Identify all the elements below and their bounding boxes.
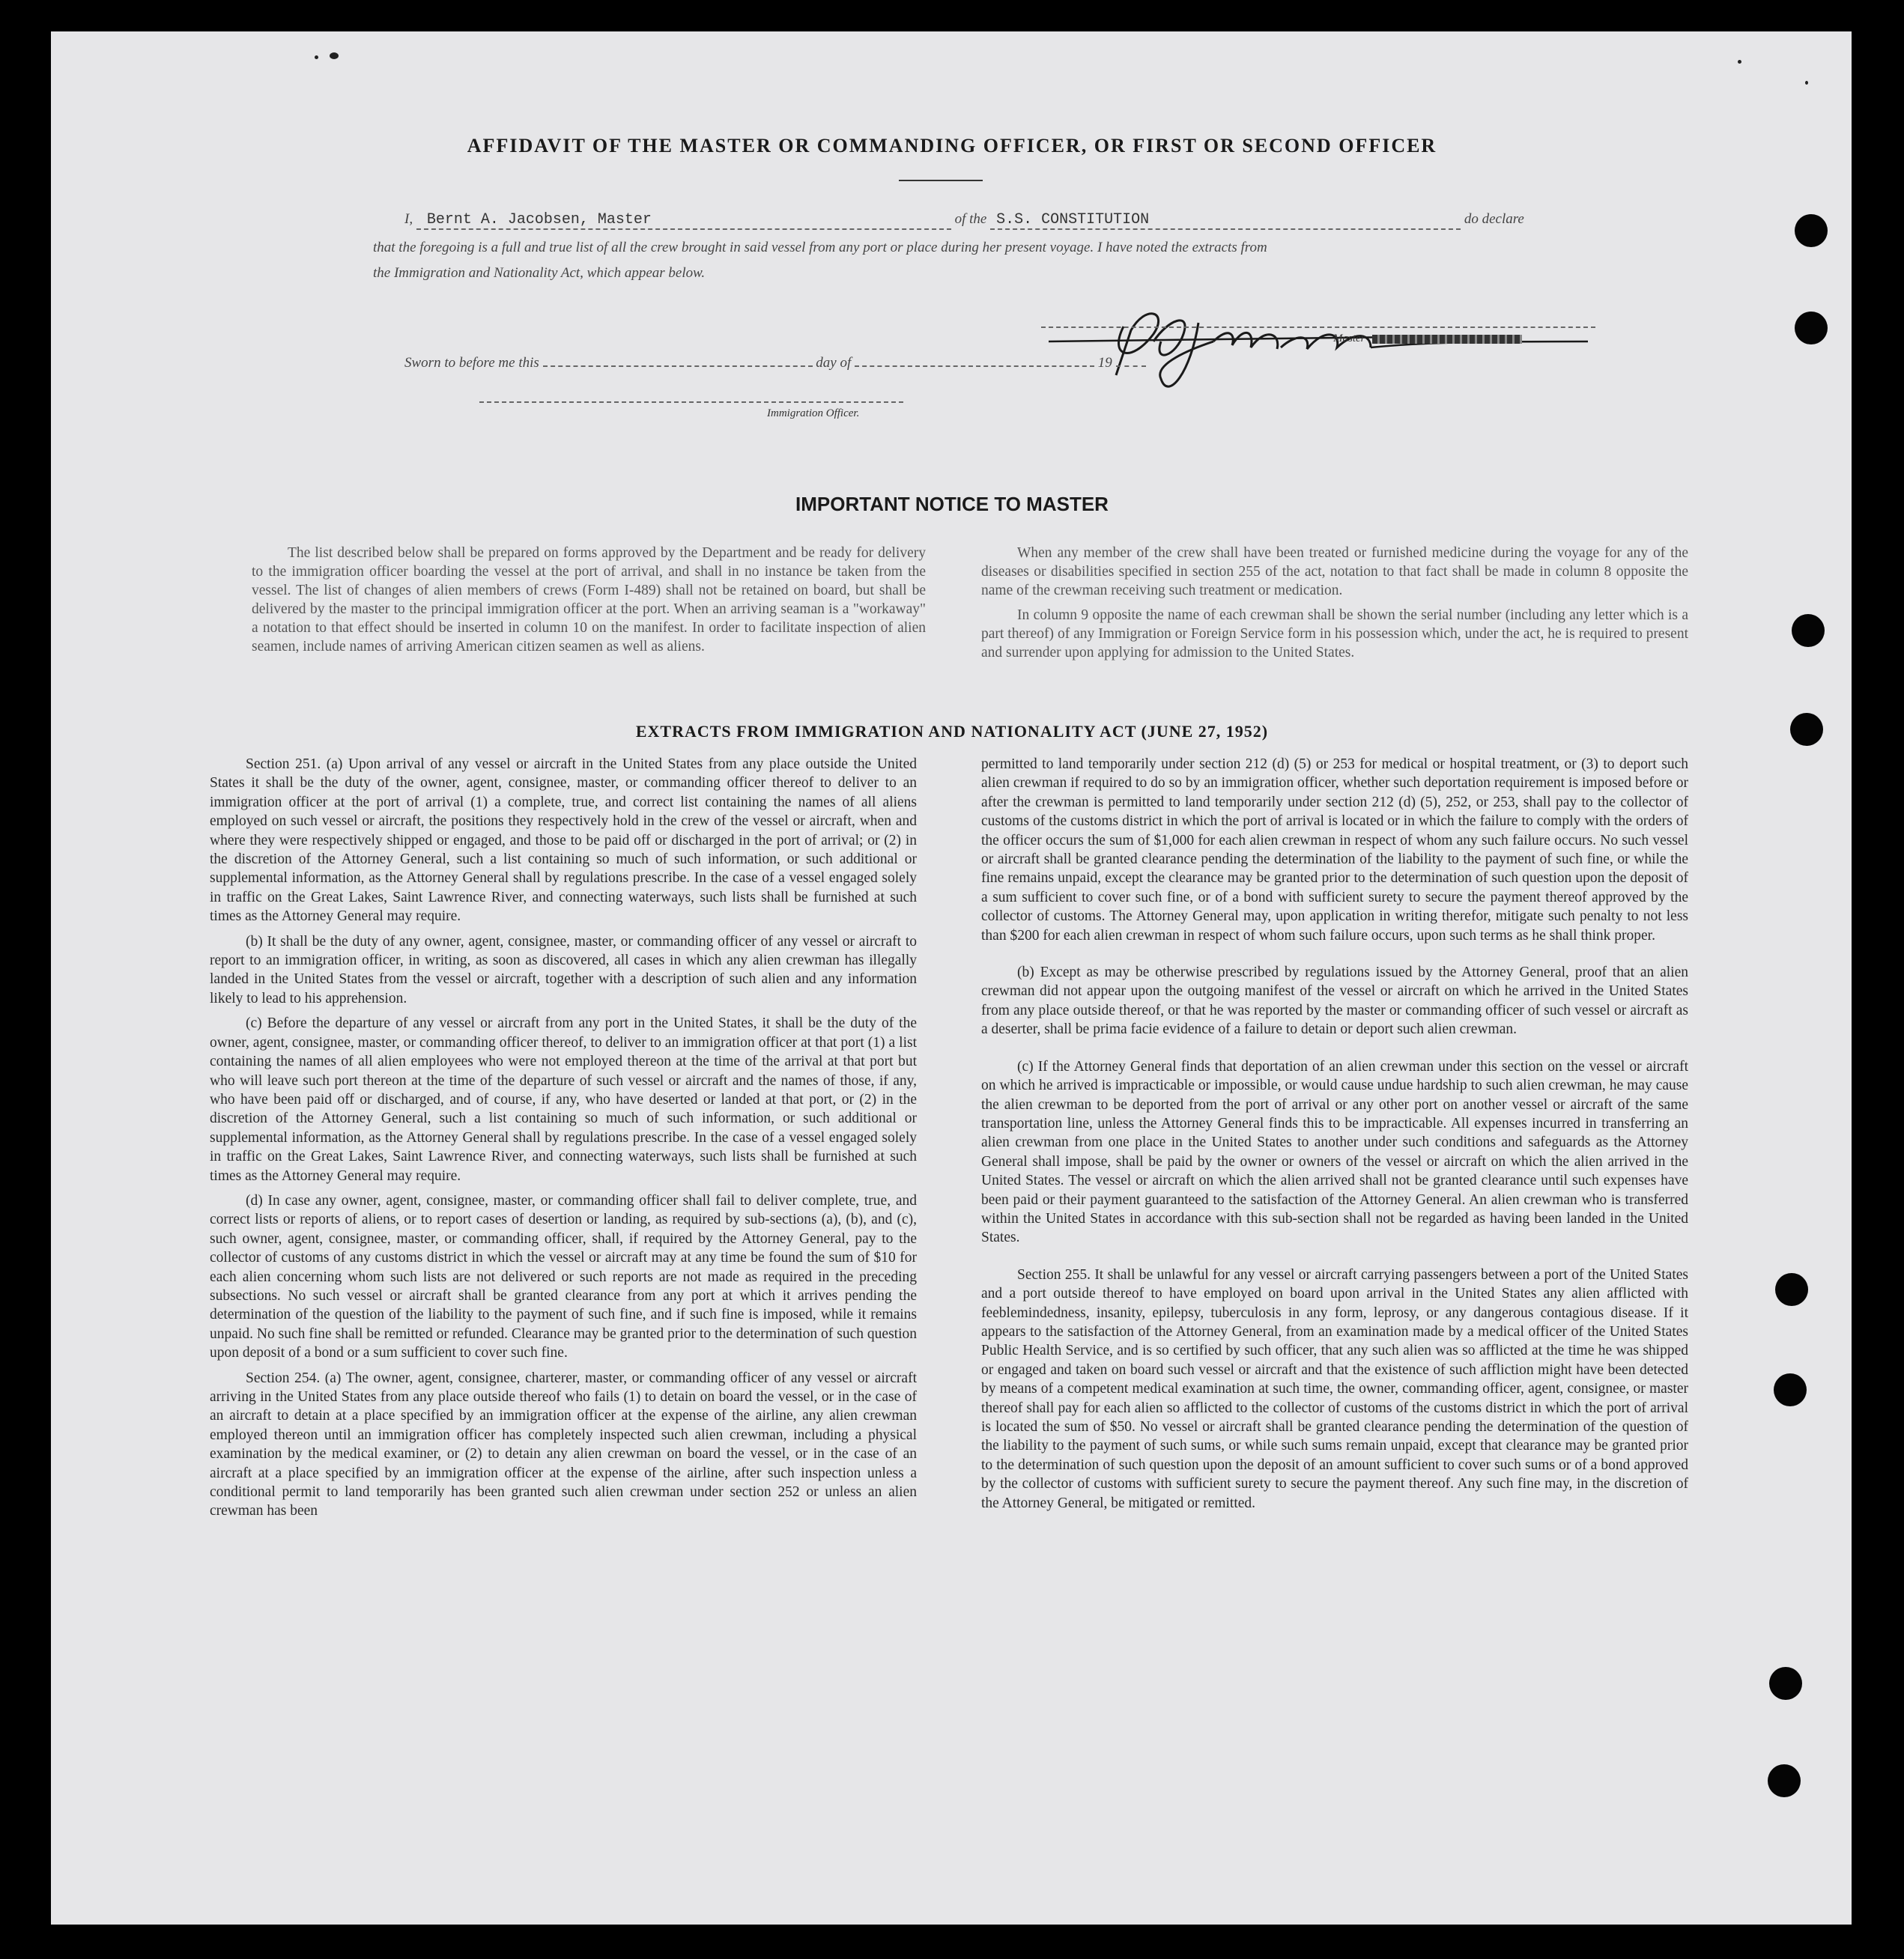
vessel-name: S.S. CONSTITUTION <box>996 211 1150 228</box>
declarant-field <box>416 211 951 230</box>
sworn-year-field <box>1116 365 1146 367</box>
section-254a: Section 254. (a) The owner, agent, consignee, charterer, master, or commanding officer of any vessel or aircraft arriving in the United States from any place outside thereof who fails (1) to detain on board the vessel, or in the case of an aircraft to detain at a place specified by an immigration officer at the expense of the airline, any alien crewman employed thereon until an immigration officer has completely inspected such alien crewman, including a physical examination by the medical examiner, or (2) to detain any alien crewman on board the vessel, or in the case of an aircraft at a place specified by an immigration officer at the expense of the airline, after such inspection unless a conditional permit to land temporarily has been granted such alien crewman under section 252 or unless an alien crewman has been <box>210 1370 917 1519</box>
notice-right-paragraph-1: When any member of the crew shall have been treated or furnished medicine during the voyage for any of the diseases or disabilities specified in section 255 of the act, notation to that fact shall be made in column 8 opposite the name of the crewman receiving such treatment or medication. <box>981 545 1688 598</box>
notice-right-paragraph-2: In column 9 opposite the name of each crewman shall be shown the serial number (including any letter which is a part thereof) of any Immigration or Foreign Service form in his possession which, under the act, he is required to present and surrender upon applying for admission to the United States. <box>981 607 1688 660</box>
punch-hole <box>1792 614 1825 647</box>
punch-hole <box>1795 214 1828 247</box>
declaration-line-2: that the foregoing is a full and true list of all the crew brought in said vessel from any port or place during her present voyage. I have noted the extracts from <box>373 240 1267 255</box>
sworn-line <box>404 355 1146 371</box>
master-label-text: Master <box>1333 332 1365 344</box>
section-255: Section 255. It shall be unlawful for any vessel or aircraft carrying passengers between a port of the United States and a port outside thereof to have employed on board upon arrival in the United States any alien afflicted with feeblemindedness, insanity, epilepsy, tuberculosis in any form, leprosy, or any dangerous contagious disease. If it appears to the satisfaction of the Attorney General, from an examination made by a medical officer of the United States Public Health Service, and is so certified by such officer, that any such alien was so afflicted at the time he was shipped or engaged and taken on board such vessel or aircraft and that the existence of such affliction might have been detected by means of a competent medical examination at such time, the owner, commanding officer, agent, consignee, or master thereof shall pay for each alien so afflicted to the collector of customs of the customs district in which the port of arrival is located the sum of $50. No vessel or aircraft shall be granted clearance pending the determination of the question of the liability to the payment of such sums, or while such sums remain unpaid, except that clearance may be granted prior to the determination of such question upon the deposit of an amount sufficient to cover such sums or of a bond approved by the collector of customs with sufficient surety to secure the payment thereof. Any such fine may, in the discretion of the Attorney General, be mitigated or remitted. <box>981 1266 1688 1511</box>
declaration-line-3: the Immigration and Nationality Act, which appear below. <box>373 265 706 281</box>
section-254c: (c) If the Attorney General finds that deportation of an alien crewman under this section on the vessel or aircraft on which he arrived is impracticable or impossible, or would cause undue hardship to such alien crewman, he may cause the alien crewman to be deported from the port of arrival or any other port on another vessel or aircraft of the same transportation line, unless the Attorney General finds this to be impracticable. All expenses incurred in transferring an alien crewman from one place in the United States to another under such conditions and safeguards as the Attorney General shall impose, shall be paid by the owner or owners of the vessel or aircraft on which the alien arrived in the United States. The vessel or aircraft on which the alien arrived shall not be granted clearance until such expenses have been paid or their payment guaranteed to the satisfaction of the Attorney General. An alien crewman who is transferred within the United States in accordance with this sub-section shall not be regarded as having been landed in the United States. <box>981 1058 1688 1246</box>
section-251d: (d) In case any owner, agent, consignee, master, or commanding officer shall fail to deliver complete, true, and correct lists or reports of aliens, or to report cases of desertion or landing, as required by sub-sections (a), (b), and (c), such owner, agent, consignee, master, or commanding officer, shall, if required by the Attorney General, pay to the collector of customs of any customs district in which the vessel or aircraft may at any time be found the sum of $10 for each alien concerning whom such lists are not delivered or such reports are not made as required in the preceding subsections. No such vessel or aircraft shall be granted clearance from any port at which it arrives pending the determination of the question of the liability to the payment of such fine, and if such fine is imposed, while it remains unpaid. No such fine shall be remitted or refunded. Clearance may be granted prior to the determination of such question upon deposit of a bond or a sum sufficient to cover such fine. <box>210 1192 917 1361</box>
declarant-name: Bernt A. Jacobsen, Master <box>426 211 652 228</box>
of-the-label: of the <box>954 211 987 227</box>
section-254a-cont: permitted to land temporarily under section 212 (d) (5) or 253 for medical or hospital treatment, or (3) to deport such alien crewman if required to do so by an immigration officer, whether such deportation requirement is imposed before or after the crewman is permitted to land temporarily under section 212 (d) (5), 252, or 253, shall pay to the collector of customs of the customs district in which the port of arrival is located or in which the failure to comply with the orders of the officer occurs the sum of $1,000 for each alien crewman in respect of whom any such failure occurs. No such vessel or aircraft shall be granted clearance pending the determination of the liability to the payment of such fine, or while the fine remains unpaid, except the clearance may be granted prior to the determination of such question upon the deposit of a sum sufficient to cover such fine, or of a bond with sufficient surety to secure the payment thereof approved by the collector of customs. The Attorney General may, upon application in writing therefor, mitigate such penalty to not less than $200 for each alien crewman in respect of whom such failure occurs, upon such terms as he shall think proper. <box>981 756 1688 944</box>
master-label <box>1333 332 1522 345</box>
notice-heading: IMPORTANT NOTICE TO MASTER <box>795 493 1109 515</box>
punch-hole <box>1774 1373 1807 1406</box>
speck <box>315 55 318 59</box>
affidavit-title: AFFIDAVIT OF THE MASTER OR COMMANDING OFFICER, OR FIRST OR SECOND OFFICER <box>467 135 1437 157</box>
vessel-field <box>990 211 1461 230</box>
declaration-line-1 <box>404 211 1543 230</box>
section-254b: (b) Except as may be otherwise prescribed by regulations issued by the Attorney General, proof that an alien crewman did not appear upon the outgoing manifest of the vessel or aircraft on which he arrived in the United States from any place outside thereof, or that he was reported by the master or commanding officer of such vessel or aircraft as a deserter, shall be prima facie evidence of a failure to detain or deport such alien crewman. <box>981 965 1688 1038</box>
immigration-officer-label: Immigration Officer. <box>767 407 860 419</box>
struck-out-text <box>1372 335 1522 344</box>
section-251a: Section 251. (a) Upon arrival of any vessel or aircraft in the United States from any place outside the United States it shall be the duty of the owner, agent, consignee, master, or commanding officer thereof to deliver to an immigration officer at the port of arrival (1) a complete, true, and correct list containing the names of all aliens employed on such vessel or aircraft, the positions they respectively hold in the crew of the vessel or aircraft, when and where they were respectively shipped or engaged, and those to be paid off or discharged in the port of arrival; or (2) in the discretion of the Attorney General, such a list containing so much of such information, or such additional or supplemental information, as the Attorney General shall by regulations prescribe. In the case of a vessel engaged solely in traffic on the Great Lakes, Saint Lawrence River, and connecting waterways, such lists shall be furnished at such times as the Attorney General may require. <box>210 756 917 925</box>
extracts-left-column <box>210 755 917 1527</box>
day-of-label: day of <box>816 355 852 371</box>
title-rule <box>899 180 983 181</box>
punch-hole <box>1769 1667 1802 1700</box>
section-251b: (b) It shall be the duty of any owner, agent, consignee, master, or commanding officer of any vessel or aircraft to report to an immigration officer, in writing, as soon as discovered, all cases in which any alien crewman has illegally landed in the United States from the vessel or aircraft, together with a description of such alien and any information likely to lead to his apprehension. <box>210 933 917 1006</box>
master-signature-line <box>1041 326 1595 328</box>
officer-signature-line <box>479 401 903 403</box>
sworn-day-field <box>543 365 813 367</box>
speck <box>1738 60 1741 64</box>
year-prefix: 19 <box>1097 355 1112 371</box>
section-251c: (c) Before the departure of any vessel or aircraft from any port in the United States, it shall be the duty of the owner, agent, consignee, master, or commanding officer thereof, to deliver to an immigration officer at that port (1) a list containing the names of all alien employees who were not employed thereon at the time of the arrival at that port but who will leave such port thereon at the time of the departure of such vessel or aircraft and the names of those, if any, who have been paid off or discharged, and of course, if any, who have deserted or landed at that port, or (2) in the discretion of the Attorney General, such a list containing so much of such information, or such additional or supplemental information, as the Attorney General shall by regulations prescribe. In the case of a vessel engaged solely in traffic on the Great Lakes, Saint Lawrence River, and connecting waterways, such lists shall be furnished at such times as the Attorney General may require. <box>210 1015 917 1184</box>
sworn-month-field <box>855 365 1094 367</box>
punch-hole <box>1775 1273 1808 1306</box>
do-declare-label: do declare <box>1464 211 1524 227</box>
extracts-right-column <box>981 755 1688 1519</box>
extracts-heading: EXTRACTS FROM IMMIGRATION AND NATIONALITY ACT (JUNE 27, 1952) <box>635 722 1269 741</box>
notice-left-column <box>252 544 926 662</box>
punch-hole <box>1768 1764 1801 1797</box>
sworn-prefix: Sworn to before me this <box>404 355 539 371</box>
punch-hole <box>1795 312 1828 344</box>
speck <box>1805 81 1808 85</box>
notice-right-column <box>981 544 1688 668</box>
prefix-i: I, <box>404 211 413 227</box>
speck <box>330 52 339 59</box>
notice-left-paragraph: The list described below shall be prepared on forms approved by the Department and be ready for delivery to the immigration officer boarding the vessel at the port of arrival, and shall in no instance be taken from the vessel. The list of changes of alien members of crews (Form I-489) shall not be retained on board, but shall be delivered by the master to the principal immigration officer at the port. When an arriving seaman is a "workaway" a notation to that effect should be inserted in column 10 on the manifest. In order to facilitate inspection of alien seamen, include names of arriving American citizen seamen as well as aliens. <box>252 545 926 654</box>
